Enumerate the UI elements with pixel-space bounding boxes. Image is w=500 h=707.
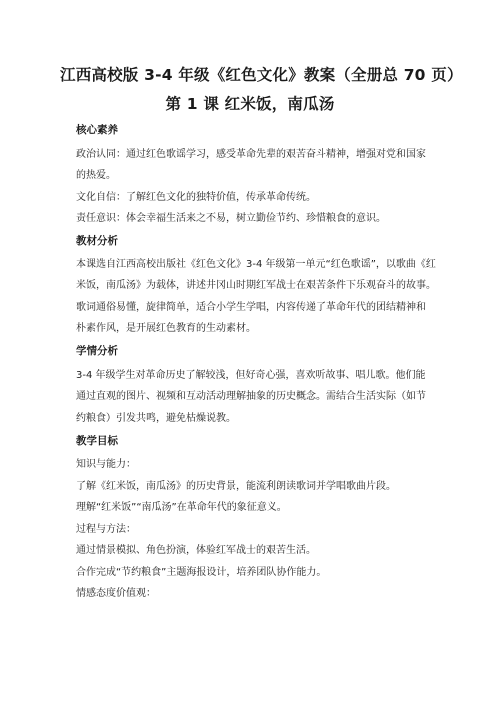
paragraph-line: 文化自信：了解红色文化的独特价值，传承革命传统。: [76, 192, 316, 203]
paragraph-line: 通过情景模拟、角色扮演，体验红军战士的艰苦生活。: [76, 545, 316, 556]
lesson-title: 第 1 课 红米饭，南瓜汤: [165, 95, 335, 113]
paragraph-line: 的热爱。: [76, 170, 116, 181]
paragraph-line: 理解“红米饭”“南瓜汤”在革命年代的象征意义。: [76, 502, 287, 513]
paragraph-line: 3-4 年级学生对革命历史了解较浅，但好奇心强，喜欢听故事、唱儿歌。他们能: [76, 370, 426, 381]
paragraph-line: 责任意识：体会幸福生活来之不易，树立勤俭节约、珍惜粮食的意识。: [76, 213, 386, 224]
paragraph-line: 朴素作风，是开展红色教育的生动素材。: [76, 323, 256, 334]
document-title: 江西高校版 3-4 年级《红色文化》教案（全册总 70 页）: [60, 66, 463, 84]
section-heading-textbook-analysis: 教材分析: [76, 235, 118, 247]
paragraph-line: 约粮食）引发共鸣，避免枯燥说教。: [76, 413, 236, 424]
section-heading-teaching-objectives: 教学目标: [76, 435, 118, 447]
paragraph-line: 合作完成“节约粮食”主题海报设计，培养团队协作能力。: [76, 567, 327, 578]
section-heading-core-literacy: 核心素养: [76, 124, 118, 136]
paragraph-line: 米饭，南瓜汤》为载体，讲述井冈山时期红军战士在艰苦条件下乐观奋斗的故事。: [76, 280, 436, 291]
paragraph-line: 知识与能力：: [76, 459, 136, 470]
paragraph-line: 歌词通俗易懂，旋律简单，适合小学生学唱，内容传递了革命年代的团结精神和: [76, 302, 426, 313]
paragraph-line: 本课选自江西高校出版社《红色文化》3-4 年级第一单元“红色歌谣”，以歌曲《红: [76, 259, 436, 270]
paragraph-line: 过程与方法：: [76, 524, 136, 535]
paragraph-line: 了解《红米饭，南瓜汤》的历史背景，能流利朗读歌词并学唱歌曲片段。: [76, 481, 396, 492]
paragraph-line: 通过直观的图片、视频和互动活动理解抽象的历史概念。需结合生活实际（如节: [76, 391, 426, 402]
section-heading-student-analysis: 学情分析: [76, 345, 118, 357]
paragraph-line: 情感态度价值观：: [76, 588, 156, 599]
paragraph-line: 政治认同：通过红色歌谣学习，感受革命先辈的艰苦奋斗精神，增强对党和国家: [76, 149, 426, 160]
